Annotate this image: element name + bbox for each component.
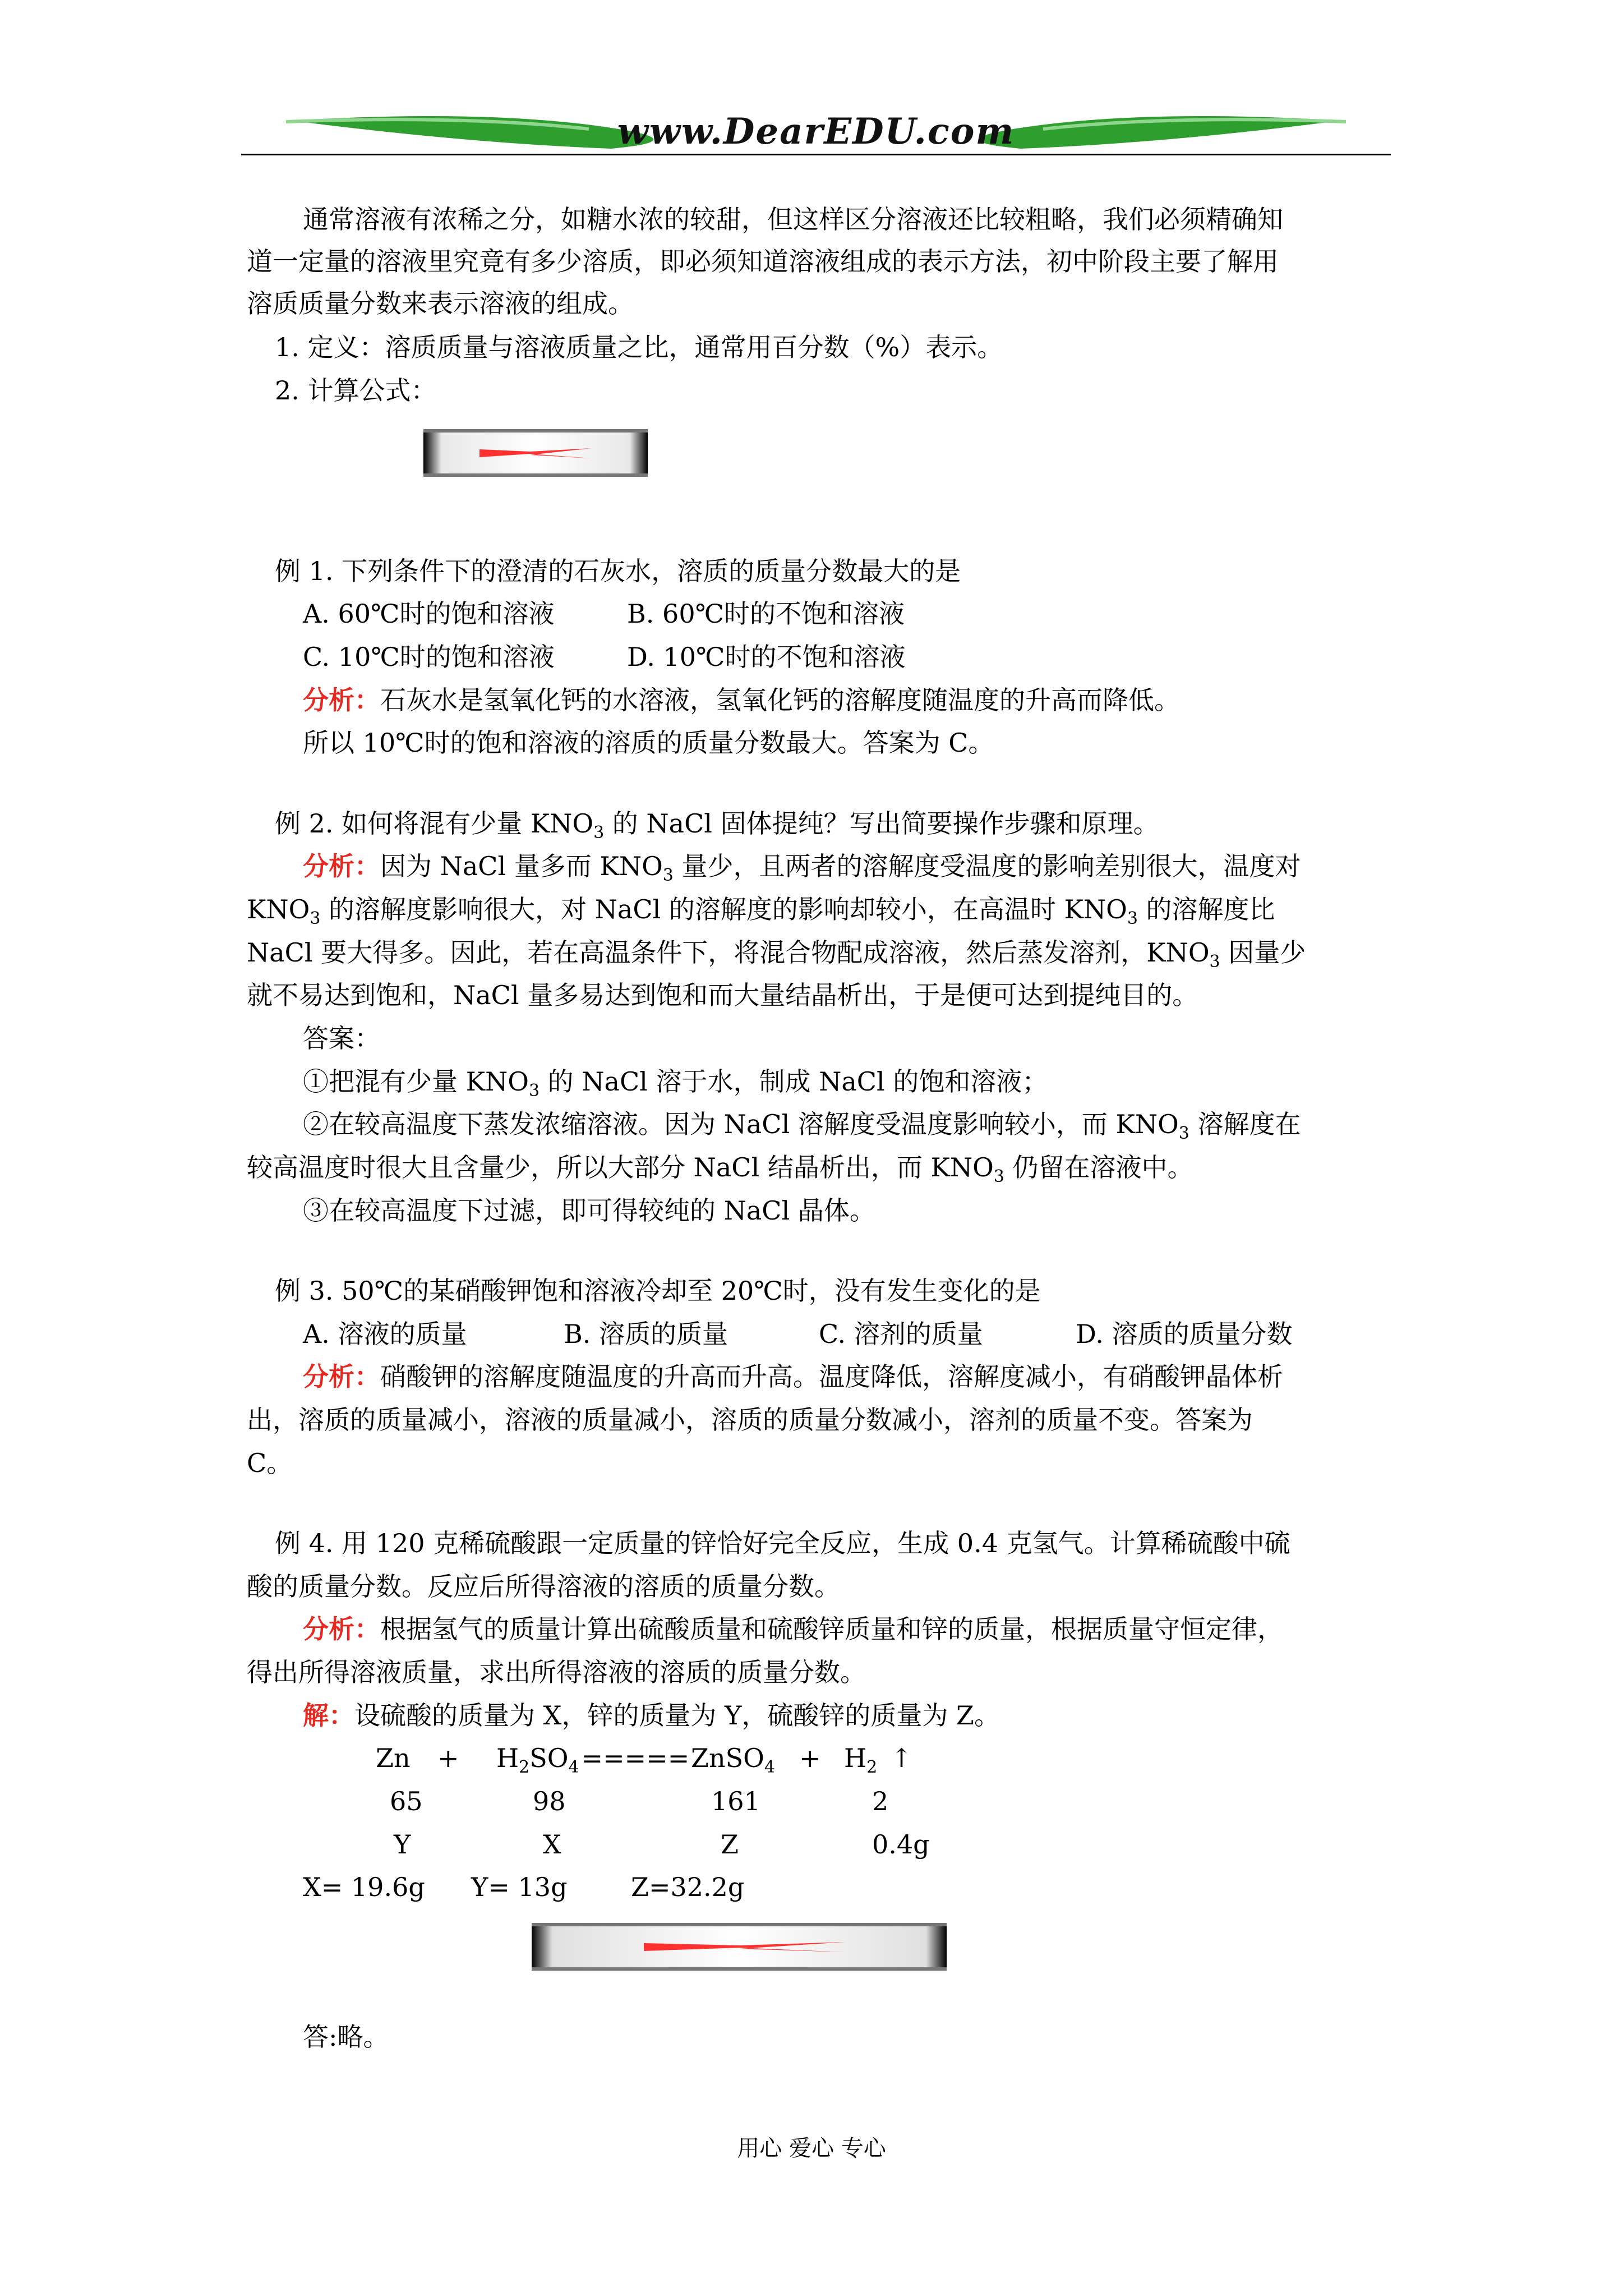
var-z: Z: [721, 1829, 739, 1860]
header-banner: [241, 109, 1391, 154]
ex2-question: 例 2. 如何将混有少量 $KNO_3$ 的 NaCl 固体提纯？写出简要操作步骤和原理。: [275, 808, 1159, 843]
ex2-step-2-cont: 较高温度时很大且含量少，所以大部分 NaCl 结晶析出，而 $KNO_3$ 仍留在溶液中。: [247, 1152, 1193, 1186]
ex1-answer: 所以 10℃时的饱和溶液的溶质的质量分数最大。答案为 C。: [303, 728, 994, 758]
ex3-analysis-line-3: C。: [247, 1448, 293, 1478]
formula-image-placeholder: [532, 1923, 947, 1971]
ex3-option-b: B. 溶质的质量: [564, 1319, 728, 1349]
result-x: X= 19.6g: [303, 1872, 425, 1902]
analysis-label: 分析：: [303, 685, 380, 715]
intro-line-3: 溶质质量分数来表示溶液的组成。: [247, 288, 634, 319]
site-logo-text: www.DearEDU.com: [617, 111, 1015, 153]
mass-h2so4: 98: [533, 1786, 566, 1816]
ex3-analysis-line-1: 分析：硝酸钾的溶解度随温度的升高而升高。温度降低，溶解度减小，有硝酸钾晶体析: [303, 1361, 1283, 1392]
formula-label: 2. 计算公式：: [275, 375, 437, 406]
analysis-label: 分析：: [303, 1361, 380, 1392]
eq-h2so4: $H_2SO_4=====$: [496, 1743, 690, 1777]
ex2-analysis-line-3: NaCl 要大得多。因此，若在高温条件下，将混合物配成溶液，然后蒸发溶剂，$KNO_3$ 因量少: [247, 937, 1306, 972]
ex1-analysis-text: 石灰水是氢氧化钙的水溶液，氢氧化钙的溶解度随温度的升高而降低。: [380, 685, 1180, 715]
ex1-option-a: A. 60℃时的饱和溶液: [303, 599, 555, 629]
eq-znso4: ZnSO$_4$: [691, 1743, 775, 1777]
ex1-option-d: D. 10℃时的不饱和溶液: [627, 642, 906, 672]
eq-plus-1: +: [437, 1743, 459, 1773]
definition-line: 1. 定义：溶质质量与溶液质量之比，通常用百分数（%）表示。: [275, 332, 1003, 362]
mass-h2: 2: [872, 1786, 889, 1816]
ex1-analysis: [303, 680, 1453, 720]
ex2-step-3: ③在较高温度下过滤，即可得较纯的 NaCl 晶体。: [303, 1195, 875, 1226]
solution-label: 解：: [303, 1700, 354, 1731]
ex4-question-line-1: 例 4. 用 120 克稀硫酸跟一定质量的锌恰好完全反应，生成 0.4 克氢气。计算稀硫酸中硫: [275, 1528, 1290, 1558]
ex4-analysis-line-1: 分析：根据氢气的质量计算出硫酸质量和硫酸锌质量和锌的质量，根据质量守恒定律，: [303, 1614, 1283, 1644]
ex2-answer-label: 答案：: [303, 1023, 380, 1053]
ex2-step-1: ①把混有少量 $KNO_3$ 的 NaCl 溶于水，制成 NaCl 的饱和溶液；: [303, 1066, 1048, 1101]
formula-image-placeholder: [423, 429, 648, 477]
ex2-analysis-line-4: 就不易达到饱和，NaCl 量多易达到饱和而大量结晶析出，于是便可达到提纯目的。: [247, 980, 1198, 1010]
analysis-label: 分析：: [303, 1614, 380, 1644]
analysis-label: 分析：: [303, 851, 380, 881]
ex2-analysis-line-1: 分析：因为 NaCl 量多而 $KNO_3$ 量少，且两者的溶解度受温度的影响差别很大，温度对: [303, 851, 1301, 885]
eq-h2: $H_2$ ↑: [844, 1743, 912, 1777]
ex3-analysis-line-2: 出，溶质的质量减小，溶液的质量减小，溶质的质量分数减小，溶剂的质量不变。答案为: [247, 1405, 1253, 1435]
ex3-option-d: D. 溶质的质量分数: [1076, 1319, 1293, 1349]
ex1-option-b: B. 60℃时的不饱和溶液: [627, 599, 905, 629]
ex4-solution-line: 解：设硫酸的质量为 X，锌的质量为 Y，硫酸锌的质量为 Z。: [303, 1700, 1000, 1731]
ex4-analysis-line-2: 得出所得溶液质量，求出所得溶液的溶质的质量分数。: [247, 1657, 866, 1687]
ex3-question: 例 3. 50℃的某硝酸钾饱和溶液冷却至 20℃时，没有发生变化的是: [275, 1276, 1041, 1306]
mass-znso4: 161: [711, 1786, 760, 1816]
result-y: Y= 13g: [471, 1872, 568, 1902]
ex2-analysis-line-2: $KNO_3$ 的溶解度影响很大，对 NaCl 的溶解度的影响却较小，在高温时 $KNO_3$ 的溶解度比: [247, 894, 1275, 928]
var-y: Y: [394, 1829, 411, 1860]
ex3-option-c: C. 溶剂的质量: [819, 1319, 983, 1349]
ex4-answer: 答:略。: [303, 2022, 389, 2052]
page-footer: 用心 爱心 专心: [737, 2136, 886, 2161]
intro-line-1: 通常溶液有浓稀之分，如糖水浓的较甜，但这样区分溶液还比较粗略，我们必须精确知: [303, 204, 1283, 234]
ex1-option-c: C. 10℃时的饱和溶液: [303, 642, 555, 672]
ex1-question: 例 1. 下列条件下的澄清的石灰水，溶质的质量分数最大的是: [275, 556, 961, 586]
result-z: Z=32.2g: [631, 1872, 745, 1902]
mass-zn: 65: [390, 1786, 423, 1816]
ex3-option-a: A. 溶液的质量: [303, 1319, 467, 1349]
eq-zn: Zn: [376, 1743, 411, 1773]
ex2-step-2: ②在较高温度下蒸发浓缩溶液。因为 NaCl 溶解度受温度影响较小，而 $KNO_3$ 溶解度在: [303, 1109, 1301, 1143]
eq-plus-2: +: [799, 1743, 821, 1773]
header-rule: [241, 154, 1391, 155]
ex4-question-line-2: 酸的质量分数。反应后所得溶液的溶质的质量分数。: [247, 1571, 840, 1602]
var-h2-mass: 0.4g: [872, 1829, 930, 1860]
var-x: X: [543, 1829, 561, 1860]
intro-line-2: 道一定量的溶液里究竟有多少溶质，即必须知道溶液组成的表示方法，初中阶段主要了解用: [247, 246, 1279, 277]
